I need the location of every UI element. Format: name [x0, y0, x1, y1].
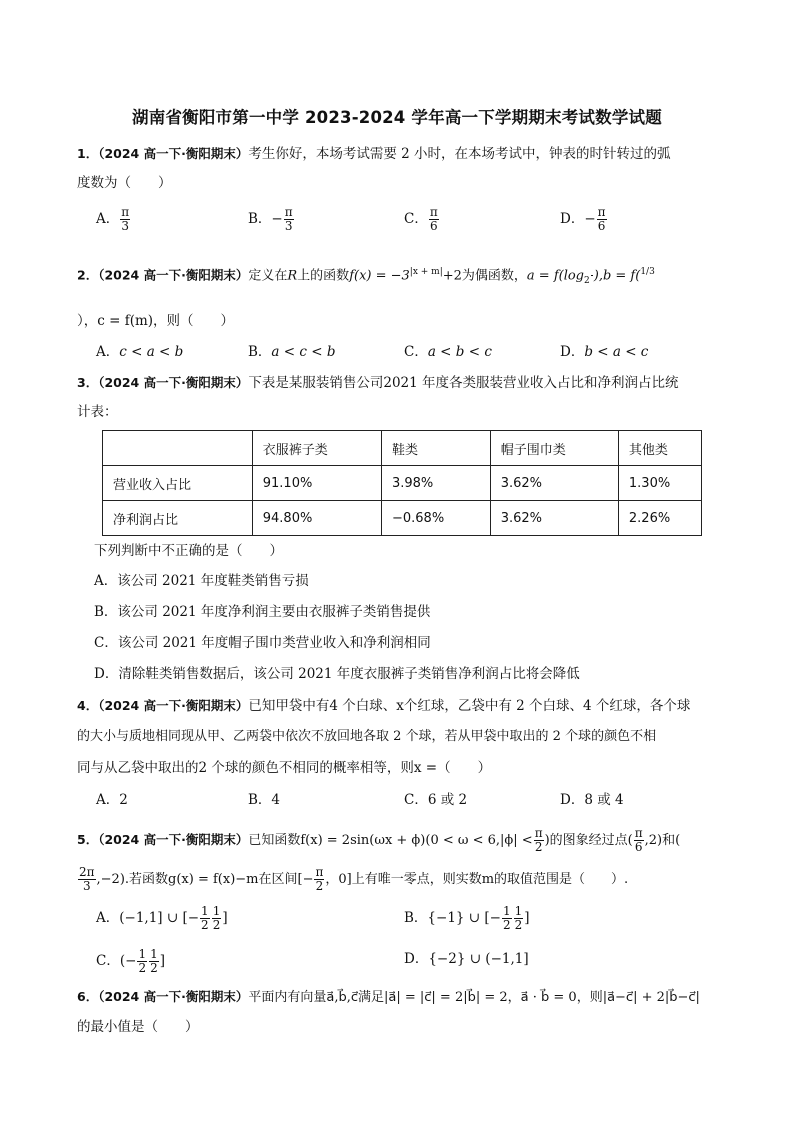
- question-text: 下表是某服装销售公司2021 年度各类服装营业收入占比和净利润占比统: [248, 375, 679, 391]
- table-cell: 91.10%: [252, 466, 381, 501]
- math-expression: a = f(log: [526, 268, 585, 284]
- table-cell: 2.26%: [618, 501, 701, 536]
- table-cell: 3.98%: [381, 466, 490, 501]
- question-5-continued: [77, 866, 727, 893]
- question-4-options: [96, 789, 716, 811]
- question-text: ,−2).若函数g(x) = f(x)−m在区间[−: [96, 872, 314, 887]
- math-expression: f(x) = −3: [349, 268, 410, 284]
- question-2-options: [96, 341, 716, 363]
- question-1-options: [96, 206, 716, 240]
- question-text: ,2)和(: [644, 833, 681, 848]
- option-a[interactable]: A． $\frac{\pi}{3}$: [96, 205, 130, 233]
- question-3: [77, 373, 727, 393]
- option-d[interactable]: D．− $\frac{\pi}{6}$: [560, 205, 606, 233]
- question-number: 1．: [77, 146, 99, 161]
- math-fraction: $\frac{2\pi}{3}$: [79, 865, 95, 893]
- option-a[interactable]: A．(−1,1] ∪ [− $\frac{1}{2}$ $\frac{1}{2}$ ]: [96, 904, 228, 932]
- option-c[interactable]: C．(− $\frac{1}{2}$ $\frac{1}{2}$ ]: [96, 947, 165, 975]
- question-text: )的图象经过点(: [544, 833, 633, 848]
- question-6-continued: 的最小值是（ ）: [77, 1019, 199, 1035]
- math-fraction: $\frac{\pi}{2}$: [315, 865, 324, 893]
- question-text: 上的函数: [297, 268, 350, 284]
- question-2-continued: ），c = f(m)，则（ ）: [77, 313, 235, 329]
- question-number: 2．: [77, 267, 99, 283]
- page-title: 湖南省衡阳市第一中学 2023-2024 学年高一下学期期末考试数学试题: [132, 108, 662, 127]
- option-c[interactable]: C． $\frac{\pi}{6}$: [404, 205, 438, 233]
- table-header-cell: [103, 431, 253, 466]
- table-header-cell: 其他类: [618, 431, 701, 466]
- question-3-continued: 计表：: [77, 404, 118, 420]
- question-4: [77, 696, 727, 716]
- question-source: （2024 高一下·衡阳期末）: [98, 375, 249, 390]
- question-number: 5．: [77, 832, 99, 847]
- table-cell: −0.68%: [381, 501, 490, 536]
- question-number: 3．: [77, 375, 99, 390]
- question-source: （2024 高一下·衡阳期末）: [98, 267, 249, 283]
- question-5: [77, 827, 727, 854]
- question-4-continued: 的大小与质地相同现从甲、乙两袋中依次不放回地各取 2 个球，若从甲袋中取出的 2 个球的颜色不相: [77, 729, 657, 744]
- option-d[interactable]: D．8 或 4: [560, 792, 624, 808]
- table-cell: 3.62%: [490, 501, 618, 536]
- option-b[interactable]: B．4: [248, 792, 281, 808]
- question-text: 已知函数f(x) = 2sin(ωx + ϕ)(0 < ω < 6,|ϕ| <: [248, 833, 533, 848]
- option-b[interactable]: B．a < c < b: [248, 344, 336, 360]
- option-c[interactable]: C．该公司 2021 年度帽子围巾类营业收入和净利润相同: [94, 635, 431, 651]
- math-fraction: $\frac{\pi}{2}$: [534, 826, 543, 854]
- math-exponent: 1/3: [640, 267, 655, 277]
- option-a[interactable]: A．该公司 2021 年度鞋类销售亏损: [94, 573, 309, 589]
- option-a[interactable]: A．2: [96, 792, 128, 808]
- option-c[interactable]: C．6 或 2: [404, 792, 468, 808]
- math-var: R: [287, 268, 298, 284]
- question-4-continued: 同与从乙袋中取出的2 个球的颜色不相同的概率相等，则x =（ ）: [77, 760, 492, 776]
- question-text: 考生你好，本场考试需要 2 小时，在本场考试中，钟表的时针转过的弧: [248, 146, 671, 162]
- table-header-cell: 帽子围巾类: [490, 431, 618, 466]
- question-number: 4．: [77, 698, 99, 713]
- option-a[interactable]: A．c < a < b: [96, 344, 184, 360]
- question-6: [77, 987, 727, 1008]
- table-row: [103, 501, 702, 536]
- question-source: （2024 高一下·衡阳期末）: [98, 832, 249, 847]
- question-5-options-row2: [96, 948, 716, 978]
- table-cell: 94.80%: [252, 501, 381, 536]
- stats-table: [102, 430, 702, 536]
- math-expression: ),b = f(: [593, 268, 641, 284]
- question-text: 已知甲袋中有4 个白球、x个红球，乙袋中有 2 个白球、4 个红球，各个球: [248, 698, 691, 714]
- table-row: [103, 466, 702, 501]
- question-5-options-row1: [96, 905, 716, 935]
- question-source: （2024 高一下·衡阳期末）: [98, 146, 249, 161]
- math-subscript: 2: [584, 275, 590, 286]
- question-text: +2为偶函数，: [442, 268, 527, 284]
- table-cell: 3.62%: [490, 466, 618, 501]
- table-header-cell: 鞋类: [381, 431, 490, 466]
- question-3-prompt: 下列判断中不正确的是（ ）: [94, 543, 283, 559]
- option-d[interactable]: D．{−2} ∪ (−1,1]: [404, 951, 529, 967]
- option-b[interactable]: B．− $\frac{\pi}{3}$: [248, 205, 293, 233]
- table-cell: 营业收入占比: [103, 466, 253, 501]
- table-header-row: [103, 431, 702, 466]
- math-exponent: |x + m|: [409, 267, 443, 277]
- table-header-cell: 衣服裤子类: [252, 431, 381, 466]
- question-text: 平面内有向量a⃗,b⃗,c⃗满足|a⃗| = |c⃗| = 2|b⃗| = 2，a⃗ · b⃗ = 0，则|a⃗−c⃗| + 2|b⃗−c⃗|: [248, 990, 700, 1005]
- question-source: （2024 高一下·衡阳期末）: [98, 698, 249, 713]
- question-text: ，0]上有唯一零点，则实数m的取值范围是（ ）.: [325, 872, 629, 887]
- option-d[interactable]: D．清除鞋类销售数据后，该公司 2021 年度衣服裤子类销售净利润占比将会降低: [94, 666, 580, 682]
- question-1: [77, 144, 727, 164]
- option-d[interactable]: D．b < a < c: [560, 344, 649, 360]
- question-number: 6．: [77, 989, 99, 1004]
- option-c[interactable]: C．a < b < c: [404, 344, 492, 360]
- table-cell: 1.30%: [618, 466, 701, 501]
- option-b[interactable]: B．{−1} ∪ [− $\frac{1}{2}$ $\frac{1}{2}$ ]: [404, 904, 530, 932]
- option-b[interactable]: B．该公司 2021 年度净利润主要由衣服裤子类销售提供: [94, 604, 431, 620]
- question-source: （2024 高一下·衡阳期末）: [98, 989, 249, 1004]
- question-text: 定义在: [248, 268, 288, 284]
- question-1-continued: 度数为（ ）: [77, 175, 172, 191]
- table-cell: 净利润占比: [103, 501, 253, 536]
- question-2: [77, 262, 727, 291]
- math-fraction: $\frac{\pi}{6}$: [634, 826, 643, 854]
